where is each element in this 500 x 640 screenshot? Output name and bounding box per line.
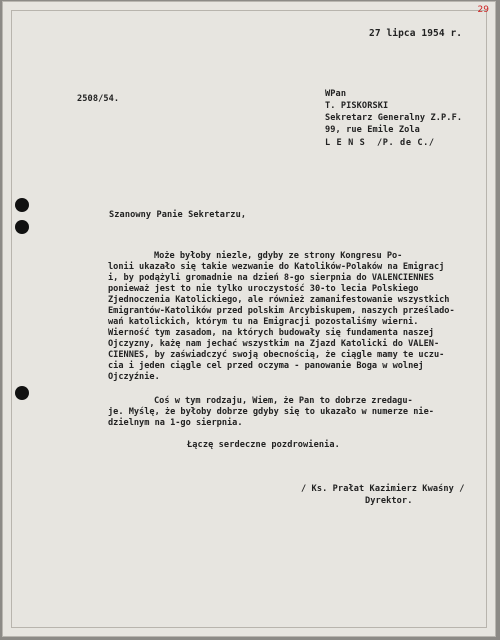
body-line: cia i jeden ciągle cel przed oczyma - panowanie Boga w wolnej <box>108 361 424 371</box>
body-line: Emigrantów-Katolików przed polskim Arcybiskupem, naszych prześlado- <box>108 306 455 316</box>
body-line: Ojczyzny, każę nam jechać wszystkim na Zjazd Katolicki do VALEN- <box>108 339 440 349</box>
body-line: Może byłoby niezle, gdyby ze strony Kongresu Po- <box>154 251 403 261</box>
recipient-position: Sekretarz Generalny Z.P.F. <box>325 113 463 123</box>
body-line: Coś w tym rodzaju, Wiem, że Pan to dobrze zredagu- <box>154 396 413 406</box>
closing-line: Łączę serdeczne pozdrowienia. <box>187 440 340 450</box>
punch-hole <box>15 220 29 234</box>
body-line: je. Myślę, że byłoby dobrze gdyby się to ukazało w numerze nie- <box>108 407 434 417</box>
signature-name: / Ks. Prałat Kazimierz Kwaśny / <box>301 484 465 494</box>
page-mark: 29 <box>477 5 489 15</box>
recipient-title: WPan <box>325 89 347 99</box>
letter-page <box>2 1 496 637</box>
recipient-name: T. PISKORSKI <box>325 101 389 111</box>
signature-role: Dyrektor. <box>365 496 413 506</box>
body-line: Zjednoczenia Katolickiego, ale również zamanifestowanie wszystkich <box>108 295 450 305</box>
body-line: ponieważ jest to nie tylko uroczystość 30-to lecia Polskiego <box>108 284 419 294</box>
body-line: dzielnym na 1-go sierpnia. <box>108 418 243 428</box>
punch-hole <box>15 386 29 400</box>
body-line: Wierność tym zasadom, na których budowały się fundamenta naszej <box>108 328 434 338</box>
body-line: wań katolickich, którym tu na Emigracji pozostaliśmy wierni. <box>108 317 419 327</box>
letter-date: 27 lipca 1954 r. <box>369 28 463 39</box>
punch-hole <box>15 198 29 212</box>
recipient-city: L E N S /P. de C./ <box>325 138 435 148</box>
body-line: lonii ukazało się takie wezwanie do Katolików-Polaków na Emigracj <box>108 262 445 272</box>
body-line: Ojczyźnie. <box>108 372 160 382</box>
salutation: Szanowny Panie Sekretarzu, <box>109 210 247 220</box>
body-line: i, by podążyli gromadnie na dzień 8-go sierpnia do VALENCIENNES <box>108 273 434 283</box>
recipient-street: 99, rue Emile Zola <box>325 125 420 135</box>
body-line: CIENNES, by zaświadczyć swoją obecnością, że ciągle mamy te uczu- <box>108 350 445 360</box>
reference-number: 2508/54. <box>77 94 120 104</box>
